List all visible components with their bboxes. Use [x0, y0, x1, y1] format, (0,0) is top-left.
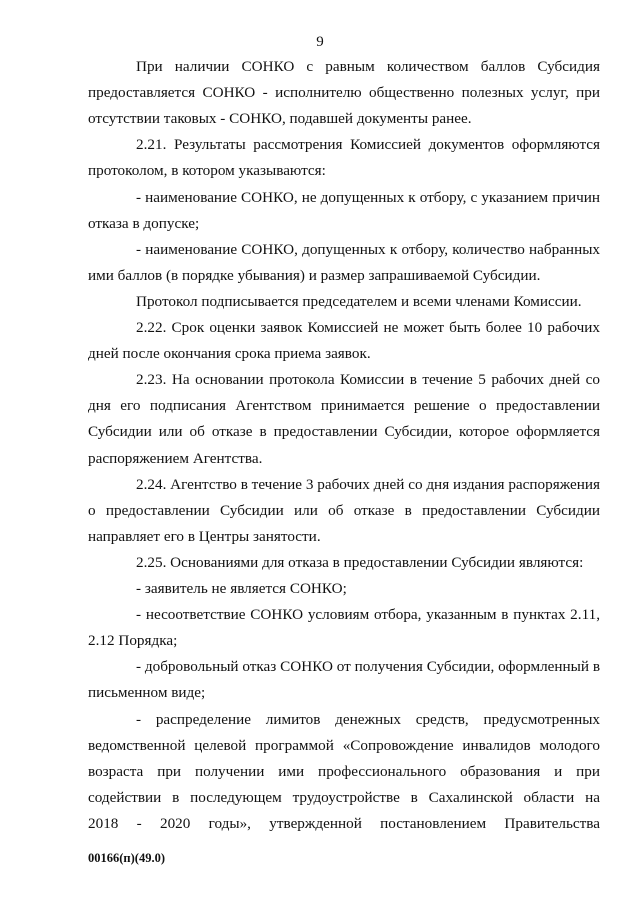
text-line: ведомственной целевой программой «Сопровождение инвалидов молодого [88, 736, 600, 754]
text-line: 2018 - 2020 годы», утвержденной постановлением Правительства [88, 814, 600, 832]
text-line: о предоставлении Субсидии или об отказе в предоставлении Субсидии [88, 501, 600, 519]
text-line: - добровольный отказ СОНКО от получения Субсидии, оформленный в [136, 658, 600, 676]
text-line: предоставляется СОНКО - исполнителю общественно полезных услуг, при [88, 84, 600, 102]
text-line: 2.22. Срок оценки заявок Комиссией не может быть более 10 рабочих [136, 319, 600, 336]
text-line: 2.23. На основании протокола Комиссии в течение 5 рабочих дней со [136, 371, 600, 389]
text-line: отсутствии таковых - СОНКО, подавшей документы ранее. [88, 110, 472, 128]
text-line: ими баллов (в порядке убывания) и размер запрашиваемой Субсидии. [88, 266, 541, 284]
text-line: письменном виде; [88, 684, 206, 702]
text-line: отказа в допуске; [88, 214, 200, 232]
text-line: распоряжением Агентства. [88, 449, 263, 467]
text-line: содействии в последующем трудоустройстве в Сахалинской области на [88, 788, 600, 806]
text-line: возраста при получении ими профессионального образования и при [88, 762, 600, 780]
text-line: Протокол подписывается председателем и всеми членами Комиссии. [136, 292, 582, 310]
text-line: 2.24. Агентство в течение 3 рабочих дней со дня издания распоряжения [136, 475, 600, 493]
text-line: 2.21. Результаты рассмотрения Комиссией документов оформляются [136, 136, 600, 154]
text-line: Субсидии или об отказе в предоставлении Субсидии, которое оформляется [88, 423, 600, 441]
text-line: протоколом, в котором указываются: [88, 162, 326, 180]
text-line: направляет его в Центры занятости. [88, 527, 321, 545]
document-code: 00166(п)(49.0) [88, 851, 165, 865]
text-line: При наличии СОНКО с равным количеством баллов Субсидия [136, 58, 600, 75]
text-line: - наименование СОНКО, не допущенных к отбору, с указанием причин [136, 188, 600, 206]
text-line: - заявитель не является СОНКО; [136, 580, 347, 597]
text-line: дня его подписания Агентством принимается решение о предоставлении [88, 397, 600, 415]
text-line: - несоответствие СОНКО условиям отбора, указанным в пунктах 2.11, [136, 606, 600, 624]
text-line: - распределение лимитов денежных средств, предусмотренных [136, 710, 600, 728]
text-line: - наименование СОНКО, допущенных к отбору, количество набранных [136, 240, 600, 258]
text-line: 2.12 Порядка; [88, 632, 178, 650]
text-line: 2.25. Основаниями для отказа в предоставлении Субсидии являются: [136, 553, 584, 571]
text-line: дней после окончания срока приема заявок. [88, 345, 371, 363]
page-number: 9 [316, 34, 324, 50]
